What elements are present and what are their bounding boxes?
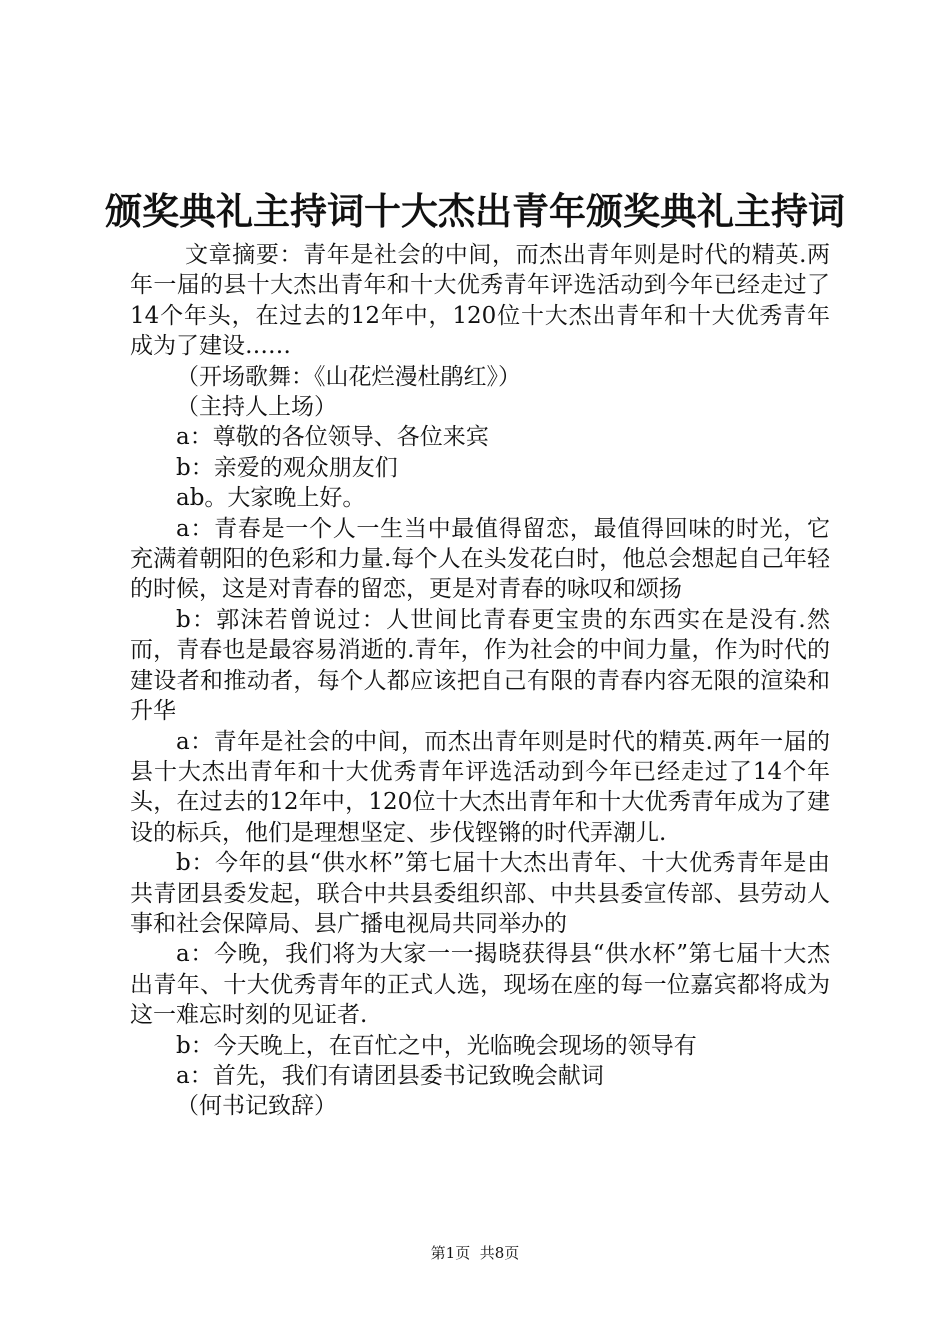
paragraph-b-organizers: b：今年的县“供水杯”第七届十大杰出青年、十大优秀青年是由共青团县委发起，联合中共县委组织部、中共县委宣传部、县劳动人事和社会保障局、县广播电视局共同举办的 bbox=[130, 850, 830, 937]
paragraph-b-guo-moruo: b：郭沫若曾说过：人世间比青春更宝贵的东西实在是没有.然而，青春也是最容易消逝的.青年，作为社会的中间力量，作为时代的建设者和推动者，每个人都应该把自己有限的青春内容无限的渲染和升华 bbox=[130, 606, 830, 725]
paragraph-opening-dance: （开场歌舞：《山花烂漫杜鹃红》） bbox=[176, 363, 521, 390]
paragraph-a-greeting: a：尊敬的各位领导、各位来宾 bbox=[176, 424, 489, 451]
footer-spacer bbox=[470, 1244, 480, 1262]
page-number: 第1页 bbox=[430, 1244, 471, 1262]
paragraph-hosts-enter: （主持人上场） bbox=[176, 394, 337, 421]
page-footer bbox=[0, 1243, 950, 1263]
paragraph-a-youth: a：青春是一个人一生当中最值得留恋，最值得回味的时光，它充满着朝阳的色彩和力量.每个人在头发花白时，他总会想起自己年轻的时候，这是对青春的留恋，更是对青春的咏叹和颂扬 bbox=[130, 515, 830, 603]
paragraph-a-invite: a：首先，我们有请团县委书记致晚会献词 bbox=[176, 1062, 604, 1089]
document-title: 颁奖典礼主持词十大杰出青年颁奖典礼主持词 bbox=[105, 189, 845, 233]
page-total: 共8页 bbox=[479, 1244, 520, 1262]
paragraph-a-elite: a：青年是社会的中间，而杰出青年则是时代的精英.两年一届的县十大杰出青年和十大优秀青年评选活动到今年已经走过了14个年头，在过去的12年中，120位十大杰出青年和十大优秀青年成为了建设的标兵，他们是理想坚定、步伐铿锵的时代弄潮儿. bbox=[130, 728, 830, 846]
paragraph-b-leaders: b：今天晚上，在百忙之中，光临晚会现场的领导有 bbox=[176, 1032, 697, 1059]
document-body bbox=[130, 240, 830, 1122]
paragraph-b-greeting: b：亲爱的观众朋友们 bbox=[176, 454, 398, 481]
abstract-paragraph: 文章摘要：青年是社会的中间，而杰出青年则是时代的精英.两年一届的县十大杰出青年和十大优秀青年评选活动到今年已经走过了14个年头，在过去的12年中，120位十大杰出青年和十大优秀青年成为了建设…… bbox=[130, 242, 830, 360]
paragraph-a-tonight: a：今晚，我们将为大家一一揭晓获得县“供水杯”第七届十大杰出青年、十大优秀青年的正式人选，现场在座的每一位嘉宾都将成为这一难忘时刻的见证者. bbox=[130, 941, 830, 1029]
paragraph-ab-greeting: ab。大家晚上好。 bbox=[176, 485, 366, 512]
paragraph-speech: （何书记致辞） bbox=[176, 1093, 337, 1120]
